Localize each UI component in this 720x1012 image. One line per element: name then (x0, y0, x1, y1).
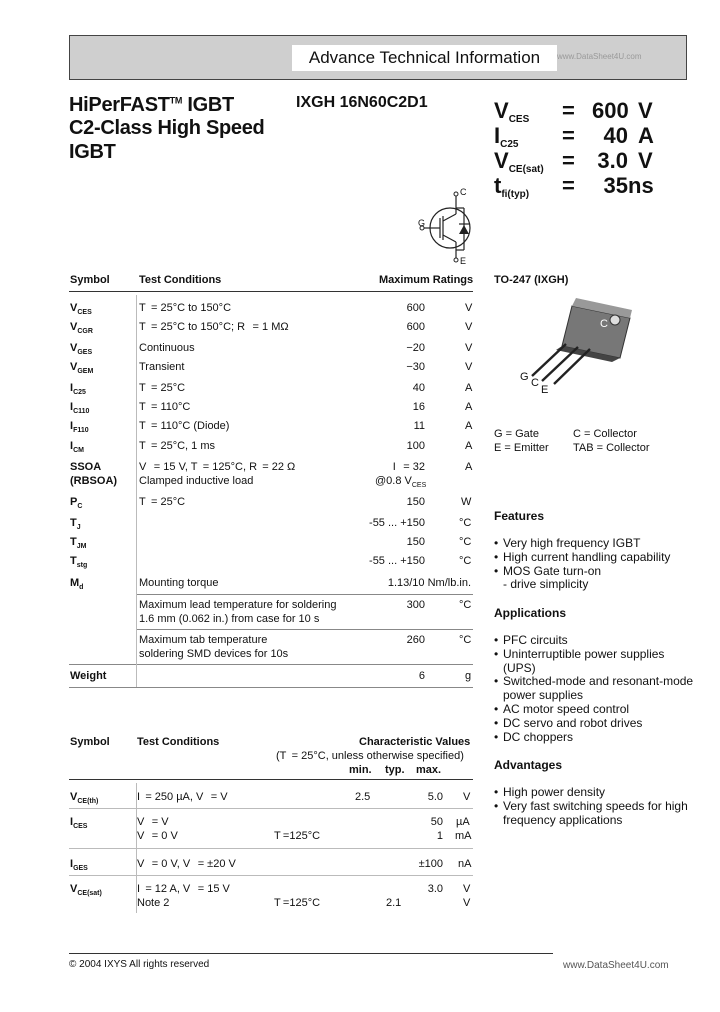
table-row-tjm: $T_{JM}$ (70, 536, 87, 551)
advantages-title: Advantages (494, 758, 563, 772)
table-row-tj: $T_J$ (70, 517, 81, 532)
cv-note-header: (T = 25°C, unless otherwise specified) (276, 750, 464, 762)
features-list (494, 537, 694, 592)
table-row-vgem: $V_{GEM}$ (70, 361, 94, 376)
cond-if110: T = 110°C (Diode) (139, 420, 230, 432)
unit-vges: V (465, 342, 473, 354)
pkg-tab-label: C (600, 318, 608, 330)
mr-header-rule (69, 291, 473, 292)
advantages-list (494, 786, 694, 827)
title-line3: IGBT (69, 141, 116, 163)
cv-symbol-header: Symbol (70, 736, 110, 748)
lead-cond1: Maximum lead temperature for soldering (139, 599, 337, 611)
cv-typ-header: typ. (385, 764, 405, 776)
val-tstg: -55 ... +150 (369, 555, 425, 567)
lead-rule (136, 594, 473, 595)
unit-vgem: V (465, 361, 473, 373)
list-item: power supplies (503, 688, 584, 703)
table-row-vcgr: $V_{CGR}$ (70, 321, 93, 336)
lead-unit: °C (459, 599, 472, 611)
weight-unit: g (465, 670, 472, 682)
footer-rule (69, 953, 553, 954)
cv-max-vceth: 5.0 (427, 791, 443, 803)
val-ic25: 40 (412, 382, 425, 394)
ssoa-cond1: V = 15 V, T = 125°C, R = 22 Ω (139, 461, 296, 473)
weight-symbol: Weight (70, 670, 107, 682)
pkg-pin-c: C (531, 377, 539, 389)
cv-cond2-ices: V = 0 V (137, 830, 178, 842)
cv-cond2-vcesat: Note 2 (137, 897, 170, 909)
cv-unit2-ices: mA (455, 830, 472, 842)
watermark-top: www.DataSheet4U.com (557, 52, 642, 61)
unit-icm: A (465, 440, 473, 452)
list-item: • PFC circuits (494, 634, 694, 648)
cv-cond-iges: V = 0 V, V = ±20 V (137, 858, 236, 870)
unit-pc: W (461, 496, 472, 508)
features-title: Features (494, 509, 545, 523)
lead-cond2: 1.6 mm (0.062 in.) from case for 10 s (139, 613, 320, 625)
ssoa-unit: A (465, 461, 473, 473)
unit-vcgr: V (465, 321, 473, 333)
list-item: - drive simplicity (503, 577, 589, 592)
cv-typ2-vcesat: 2.1 (386, 897, 402, 909)
cv-tj-vcesat: T =125°C (274, 897, 321, 909)
cv-cond1-ices: V = V (137, 816, 176, 828)
val-vgem: −30 (406, 361, 425, 373)
list-item: • Very fast switching speeds for high (494, 800, 694, 814)
cond-md: Mounting torque (139, 577, 219, 589)
list-item: • DC servo and robot drives (494, 717, 694, 731)
val-ic110: 16 (412, 401, 425, 413)
cv-conditions-header: Test Conditions (137, 736, 220, 748)
list-item: • AC motor speed control (494, 703, 694, 717)
cv-row-iges: $I_{GES}$ (70, 858, 88, 873)
table-row-vges: $V_{GES}$ (70, 342, 93, 357)
cv-row-ices: $I_{CES}$ (70, 816, 88, 831)
tab-cond2: soldering SMD devices for 10s (139, 648, 289, 660)
table-row-ic25: $I_{C25}$ (70, 382, 86, 397)
legend-tab: TAB = Collector (573, 442, 650, 454)
cond-ic110: T = 110°C (139, 401, 191, 413)
unit-tstg: °C (459, 555, 472, 567)
cv-rule-2 (69, 848, 473, 849)
list-item: • Uninterruptible power supplies (UPS) (494, 648, 694, 676)
list-item: • Switched-mode and resonant-mode (494, 675, 694, 689)
unit-ic110: A (465, 401, 473, 413)
cv-min-vceth: 2.5 (355, 791, 371, 803)
list-item: • High power density (494, 786, 694, 800)
unit-if110: A (465, 420, 473, 432)
cv-unit-vceth: V (463, 791, 471, 803)
title-line1: HiPerFAST™ IGBT (69, 94, 234, 116)
pin-e-label: E (460, 256, 467, 266)
cond-vgem: Transient (139, 361, 185, 373)
cv-col-sep (136, 783, 137, 913)
table-row-vces: $V_{CES}$ (70, 302, 92, 317)
cv-cond-vceth: I = 250 µA, V = V (137, 791, 233, 803)
table-row-ic110: $I_{C110}$ (70, 401, 90, 416)
lead-val: 300 (406, 599, 425, 611)
title-line2: C2-Class High Speed (69, 117, 265, 139)
unit-tj: °C (459, 517, 472, 529)
banner-title: Advance Technical Information (292, 45, 557, 71)
rbsoa-symbol: (RBSOA) (70, 475, 118, 487)
pin-c-label: C (460, 187, 467, 197)
cv-header-rule (69, 779, 473, 780)
watermark-bottom: www.DataSheet4U.com (563, 960, 669, 971)
part-number: IXGH 16N60C2D1 (296, 94, 428, 111)
cv-row-vcesat: $V_{CE(sat)}$ (70, 883, 102, 898)
legend-gate: G = Gate (494, 428, 539, 440)
unit-vces: V (465, 302, 473, 314)
val-pc: 150 (406, 496, 425, 508)
cv-max-header: max. (416, 764, 442, 776)
mr-symbol-header: Symbol (70, 274, 110, 286)
cv-min-header: min. (349, 764, 372, 776)
tab-unit: °C (459, 634, 472, 646)
mr-ratings-header: Maximum Ratings (379, 274, 474, 286)
cond-vges: Continuous (139, 342, 195, 354)
mr-conditions-header: Test Conditions (139, 274, 222, 286)
ssoa-symbol: SSOA (70, 461, 102, 473)
legend-emitter: E = Emitter (494, 442, 549, 454)
val-if110: 11 (413, 420, 425, 432)
weight-val: 6 (418, 670, 425, 682)
cv-row-vceth: $V_{CE(th)}$ (70, 791, 99, 806)
cond-icm: T = 25°C, 1 ms (139, 440, 215, 452)
cv-rule-3 (69, 875, 473, 876)
applications-list (494, 634, 694, 744)
table-bottom-rule (69, 687, 473, 688)
tab-rule (136, 629, 473, 630)
cv-unit1-ices: µA (456, 816, 470, 828)
cv-unit-iges: nA (458, 858, 472, 870)
ssoa-val2: @0.8 $V_{CES}$ (375, 475, 427, 490)
val-tjm: 150 (406, 536, 425, 548)
val-md: 1.13/10 Nm/lb.in. (387, 577, 471, 589)
cv-rule-1 (69, 808, 473, 809)
cv-unit-vcesat: V (463, 883, 471, 895)
package-title: TO-247 (IXGH) (494, 274, 569, 286)
cond-vces: T = 25°C to 150°C (139, 302, 232, 314)
cv-max1-ices: 50 (430, 816, 443, 828)
list-item: • High current handling capability (494, 551, 694, 565)
val-vges: −20 (406, 342, 425, 354)
cond-vcgr: T = 25°C to 150°C; R = 1 MΩ (139, 321, 289, 333)
table-row-tstg: $T_{stg}$ (70, 555, 88, 570)
cv-tj-ices: T =125°C (274, 830, 321, 842)
val-vcgr: 600 (406, 321, 425, 333)
table-row-if110: $I_{F110}$ (70, 420, 89, 435)
table-row-md: $M_d$ (70, 577, 84, 592)
unit-ic25: A (465, 382, 473, 394)
weight-rule (69, 664, 473, 665)
val-icm: 100 (406, 440, 425, 452)
cv-max-vcesat: 3.0 (427, 883, 443, 895)
ssoa-cond2: Clamped inductive load (139, 475, 254, 487)
tab-cond1: Maximum tab temperature (139, 634, 268, 646)
table-row-pc: $P_C$ (70, 496, 83, 511)
pkg-pin-e: E (541, 384, 549, 396)
cv-cond1-vcesat: I = 12 A, V = 15 V (137, 883, 230, 895)
pin-g-label: G (418, 218, 426, 228)
cv-max-iges: ±100 (418, 858, 443, 870)
copyright: © 2004 IXYS All rights reserved (69, 959, 210, 970)
legend-collector: C = Collector (573, 428, 637, 440)
cv-max2-ices: 1 (436, 830, 443, 842)
list-item: • MOS Gate turn-on (494, 565, 694, 579)
val-tj: -55 ... +150 (369, 517, 425, 529)
unit-tjm: °C (459, 536, 472, 548)
cond-ic25: T = 25°C (139, 382, 186, 394)
table-row-icm: $I_{CM}$ (70, 440, 84, 455)
ssoa-val1: I = 32 (392, 461, 425, 473)
list-item: • Very high frequency IGBT (494, 537, 694, 551)
cond-pc: T = 25°C (139, 496, 186, 508)
pkg-pin-g: G (520, 371, 529, 383)
key-specs: $V_{CES}$ = 600 V $I_{C25}$ = 40 A $V_{CE(sat)}$ = 3.0 V $t_{fi(typ)}$ = 35 ns (494, 98, 654, 201)
val-vces: 600 (406, 302, 425, 314)
list-item: frequency applications (503, 812, 623, 827)
cv-unit2-vcesat: V (463, 897, 471, 909)
mr-col-sep (136, 295, 137, 687)
list-item: • DC choppers (494, 731, 694, 745)
tab-val: 260 (406, 634, 425, 646)
applications-title: Applications (494, 606, 567, 620)
cv-title-header: Characteristic Values (359, 736, 471, 748)
